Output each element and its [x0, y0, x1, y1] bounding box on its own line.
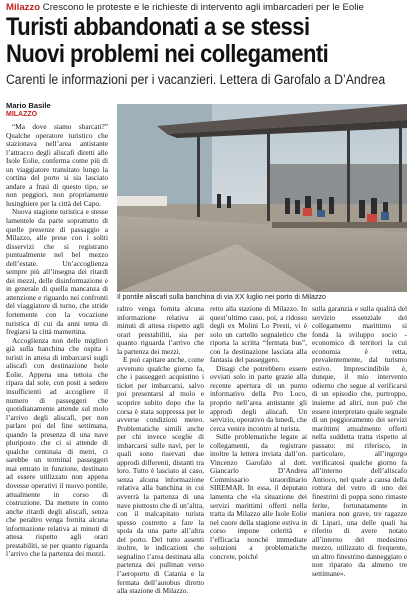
article-column-2 — [117, 304, 204, 596]
headline-line-2: Nuovi problemi nei collegamenti — [6, 40, 329, 68]
photo-caption: Il pontile aliscafi sulla banchina di via XX luglio nei porto di Milazzo — [117, 293, 326, 301]
byline-author: Mario Basile — [6, 101, 51, 110]
news-photo — [117, 104, 407, 292]
kicker-location: Milazzo — [6, 2, 41, 13]
kicker-text: Crescono le proteste e le richieste di intervento agli imbarcaderi per le Eolie — [42, 2, 364, 13]
article-paragraph: E può capitare anche, come avvenuto qualche giorno fa, che i passeggeri acquistino i ticket per imbarcarsi, salvo poi presentarsi al molo e scoprire subito dopo che la corsa è stata soppressa per le avverse condizioni meteo. Problematiche simili anche per chi invece sceglie di imbarcarsi sulle navi, per le quali sono riservati due approdi differenti, distanti tra loro. Tutto è lasciato al caso, senza alcuna informazione relativa alla banchina in cui avverrà la partenza di una nave piuttosto che di un’altra, con il malcapitato turista spesso costretto a fare la spola da una parte all’altra del porto. Del tutto assenti inoltre, le indicazioni che segnalino l’area destinata alla partenza dei pullman verso l’aeroporto di Catania e la fermata dell’autobus diretto alla stazione di Milazzo. — [117, 355, 204, 596]
article-paragraph: retto alla stazione di Milazzo. In quest’ultimo caso, poi, a ridosso degli ex Molini Lo Presti, vi è solo un cartello segnaletico che riporta la scritta “fermata bus”, con la destinazione lasciata alla fantasia del passeggero. — [210, 304, 307, 365]
article-column-4 — [312, 304, 407, 578]
article-paragraph: “Ma dove siamo sbarcati?” Qualche operatore turistico che stazionava nell’area antistante l’attracco degli aliscafi diretti alle Isole Eolie, conferma come più di un viaggiatore transitato lungo la cortina del porto si sia lasciato andare a frasi di questo tipo, se non peggiori, non propriamente lusinghiere per la città del Capo. — [6, 122, 108, 208]
article-column-3 — [210, 304, 307, 561]
article-column-1 — [6, 122, 108, 559]
headline-line-1: Turisti abbandonati a se stessi — [6, 13, 310, 41]
article-paragraph: raltro venga fornita alcuna informazione relativa ai minuti di attesa rispetto agli orari prestabiliti, sia per quanto riguarda l’arrivo che la partenza dei mezzi. — [117, 304, 204, 356]
article-paragraph: sulla garanzia e sulla qualità del servizio essenziale del collegamento marittimo si fonda la sviluppo socio - economico di territori la cui economia è retta, prevalentemente, dal turismo estivo. Imprescindibile è, dunque, il mio intervento odierno che segue al verificarsi di un episodio che, purtroppo, insieme ad altri, non può che essere interpretato quale segnale di un peggioramento dei servizi marittimi attualmente offerti nella suddetta tratta rispetto al passato: mi riferisco, in particolare, all’ingorgo verificatosi qualche giorno fa all’interno dell’aliscafo Antioco, nel quale a causa della rottura del vetro di uno dei finestrini di poppa sono rimaste ferite, fortunatamente in maniera non grave, tre ragazze di Lipari, una delle quali ha riferito di avere notato all’interno del medesimo mezzo, utilizzato di frequente, un altro finestrino danneggiato e non riparato da almeno tre settimane». — [312, 304, 407, 578]
byline — [6, 101, 51, 119]
article-paragraph: Nuova stagione turistica e stesse lamentele da parte soprattutto di quelle presenze di passaggio a Milazzo, alle prese con i soliti disservizi che si registrano puntualmente nel bel mezzo dell’estate. Un’accoglienza sempre più all’insegna dei ritardi dei mezzi, delle disinformazione e in generale di quella mancanza di attenzione e riguardo nei confronti del viaggiatore di turno, che stride fortemente con la vocazione turistica di cui da anni tenta di fregiarsi la città mamertina. — [6, 207, 108, 337]
subheadline: Carenti le informazioni per i vacanzieri. Lettera di Garofalo a D’Andrea — [6, 72, 386, 88]
byline-location: MILAZZO — [6, 111, 38, 118]
article-paragraph: Disagi che potrebbero essere ovviati solo in parte grazie alla recente apertura di un punto informativo della Pro Loco, proprio nell’area antistante gli approdi degli aliscafi. Un servizio, operativo da lunedì, che cerca venire incontro al turista. — [210, 363, 307, 433]
article-paragraph: Sulle problematiche legate ai collegamenti, da registrare inoltre la lettera inviata dall’on. Vincenzo Garofalo al dott. Giancarlo D’Andrea Commissario straordinario SIREMAR. In essa, il deputato lamenta che «la situazione dei servizi marittimi offerti nella tratta da Milazzo alle Isole Eolie nel cuore della stagione estiva in corso impone celerità e l’efficacia nonché immediate soluzioni a problematiche concrete, poiché — [210, 432, 307, 561]
pier-scene-image — [117, 104, 407, 292]
article-paragraph: Accoglienza non delle migliori già sulla banchina che ospita i turisti in attesa di imbarcarsi sugli aliscafi con destinazione Isole Eolie. Appena una tettoia che ripara dal sole, con posti a sedere insufficienti ad accogliere il numero di passeggeri che quotidianamente attende sul molo l’arrivo degli aliscafi, per non parlare poi del fine settimana, quando la presenza di una nave pluriposto che ci si attende di qualche centinaia di metri, ci sarebbe un terminal passeggeri mai entrato in funzione, destinato ad essere utilizzato non appena dovesse operativi il nuovo pontile, attualmente in corso di costruzione. Da mettere in conto anche ritardi degli aliscafi, senza che peraltro venga fornita alcuna informazione relativa ai minuti di attesa rispetto agli orari prestabiliti, se per quanto riguarda l’arrivo che la partenza dei mezzi. — [6, 335, 108, 559]
